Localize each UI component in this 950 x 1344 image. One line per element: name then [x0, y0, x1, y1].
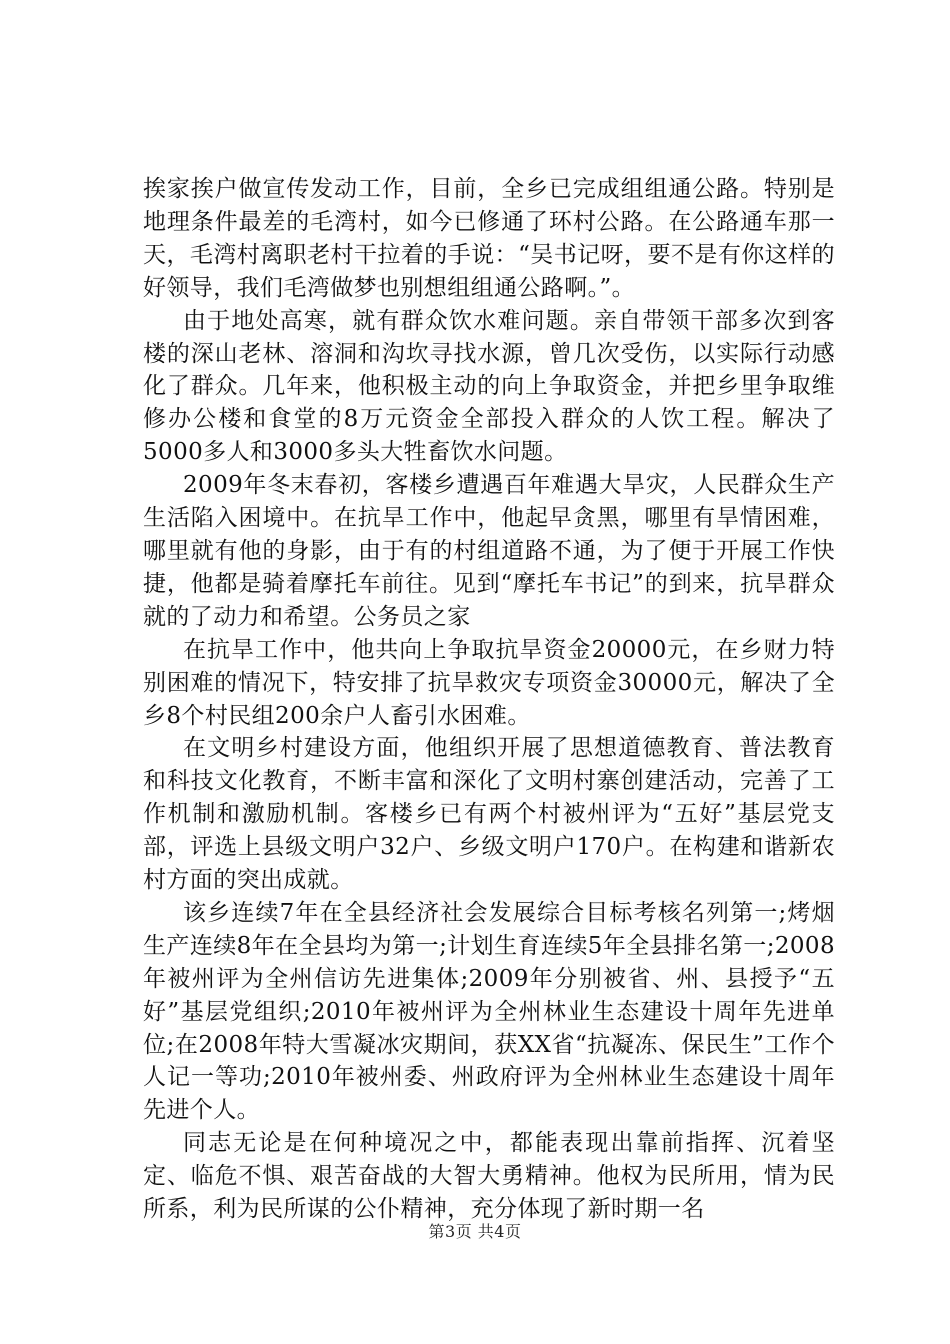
paragraph-drinking-water: 由于地处高寒，就有群众饮水难问题。亲自带领干部多次到客楼的深山老林、溶洞和沟坎寻找水源，曾几次受伤，以实际行动感化了群众。几年来，他积极主动的向上争取资金，并把乡里争取维修办公楼和食堂的8万元资金全部投入群众的人饮工程。解决了5000多人和3000多头大牲畜饮水问题。	[143, 307, 835, 466]
paragraph-continuation: 挨家挨户做宣传发动工作，目前，全乡已完成组组通公路。特别是地理条件最差的毛湾村，如今已修通了环村公路。在公路通车那一天，毛湾村离职老村干拉着的手说：“吴书记呀，要不是有你这样的好领导，我们毛湾做梦也别想组组通公路啊。”。	[143, 176, 835, 301]
paragraph-achievements: 该乡连续7年在全县经济社会发展综合目标考核名列第一;烤烟生产连续8年在全县均为第一;计划生育连续5年全县排名第一;2008年被州评为全州信访先进集体;2009年分别被省、州、县授予“五好”基层党组织;2010年被州评为全州林业生态建设十周年先进单位;在2008年特大雪凝冰灾期间，获XX省“抗凝冻、保民生”工作个人记一等功;2010年被州委、州政府评为全州林业生态建设十周年先进个人。	[143, 899, 835, 1124]
paragraph-conclusion: 同志无论是在何种境况之中，都能表现出靠前指挥、沉着坚定、临危不惧、艰苦奋战的大智大勇精神。他权为民所用，情为民所系，利为民所谋的公仆精神，充分体现了新时期一名	[143, 1130, 835, 1223]
document-body	[143, 173, 835, 1226]
paragraph-drought-funds: 在抗旱工作中，他共向上争取抗旱资金20000元，在乡财力特别困难的情况下，特安排了抗旱救灾专项资金30000元，解决了全乡8个村民组200余户人畜引水困难。	[143, 636, 835, 729]
page-footer: 第3页 共4页	[428, 1222, 522, 1241]
paragraph-drought-2009: 2009年冬末春初，客楼乡遭遇百年难遇大旱灾，人民群众生产生活陷入困境中。在抗旱工作中，他起早贪黑，哪里有旱情困难，哪里就有他的身影，由于有的村组道路不通，为了便于开展工作快捷，他都是骑着摩托车前往。见到“摩托车书记”的到来，抗旱群众就的了动力和希望。公务员之家	[143, 472, 835, 630]
paragraph-civilized-village: 在文明乡村建设方面，他组织开展了思想道德教育、普法教育和科技文化教育，不断丰富和深化了文明村寨创建活动，完善了工作机制和激励机制。客楼乡已有两个村被州评为“五好”基层党支部，评选上县级文明户32户、乡级文明户170户。在构建和谐新农村方面的突出成就。	[143, 735, 835, 894]
